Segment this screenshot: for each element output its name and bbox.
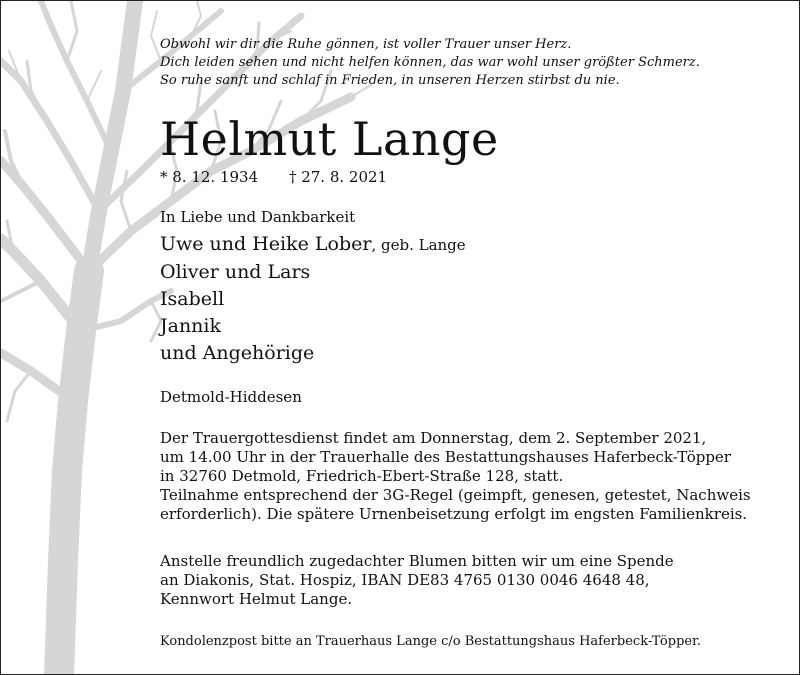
mourner-entry: Oliver und Lars: [160, 261, 311, 283]
donation-line: an Diakonis, Stat. Hospiz, IBAN DE83 4765 0130 0046 4648 48,: [160, 571, 650, 589]
mourners-list: [160, 231, 466, 367]
donation-request: [160, 552, 780, 609]
mourner-entry: [160, 231, 466, 259]
poem-line: Dich leiden sehen und nicht helfen können, das war wohl unser größter Schmerz.: [160, 55, 700, 70]
mourner-entry: Isabell: [160, 288, 225, 310]
place-name: Detmold-Hiddesen: [160, 388, 302, 406]
poem: [160, 36, 780, 90]
service-details: [160, 429, 780, 524]
deceased-name: Helmut Lange: [160, 112, 499, 166]
life-dates: [160, 167, 387, 187]
service-line: Der Trauergottesdienst findet am Donnerstag, dem 2. September 2021,: [160, 429, 707, 447]
condolence-address: Kondolenzpost bitte an Trauerhaus Lange c/o Bestattungshaus Haferbeck-Töpper.: [160, 634, 702, 649]
poem-line: So ruhe sanft und schlaf in Frieden, in unseren Herzen stirbst du nie.: [160, 73, 620, 88]
service-line: Teilnahme entsprechend der 3G-Regel (geimpft, genesen, getestet, Nachweis: [160, 486, 751, 504]
service-line: in 32760 Detmold, Friedrich-Ebert-Straße 128, statt.: [160, 467, 564, 485]
mourner-entry: und Angehörige: [160, 342, 315, 364]
death-date: † 27. 8. 2021: [288, 168, 388, 186]
mourner-entry: Jannik: [160, 315, 222, 337]
donation-line: Kennwort Helmut Lange.: [160, 590, 353, 608]
mourner-suffix: , geb. Lange: [371, 236, 466, 254]
service-line: erforderlich). Die spätere Urnenbeisetzung erfolgt im engsten Familienkreis.: [160, 505, 748, 523]
service-line: um 14.00 Uhr in der Trauerhalle des Bestattungshauses Haferbeck-Töpper: [160, 448, 731, 466]
poem-line: Obwohl wir dir die Ruhe gönnen, ist voller Trauer unser Herz.: [160, 37, 572, 52]
donation-line: Anstelle freundlich zugedachter Blumen bitten wir um eine Spende: [160, 552, 674, 570]
mourner-name: Uwe und Heike Lober: [160, 233, 372, 255]
mourners-intro: In Liebe und Dankbarkeit: [160, 208, 356, 226]
birth-date: * 8. 12. 1934: [160, 168, 259, 186]
